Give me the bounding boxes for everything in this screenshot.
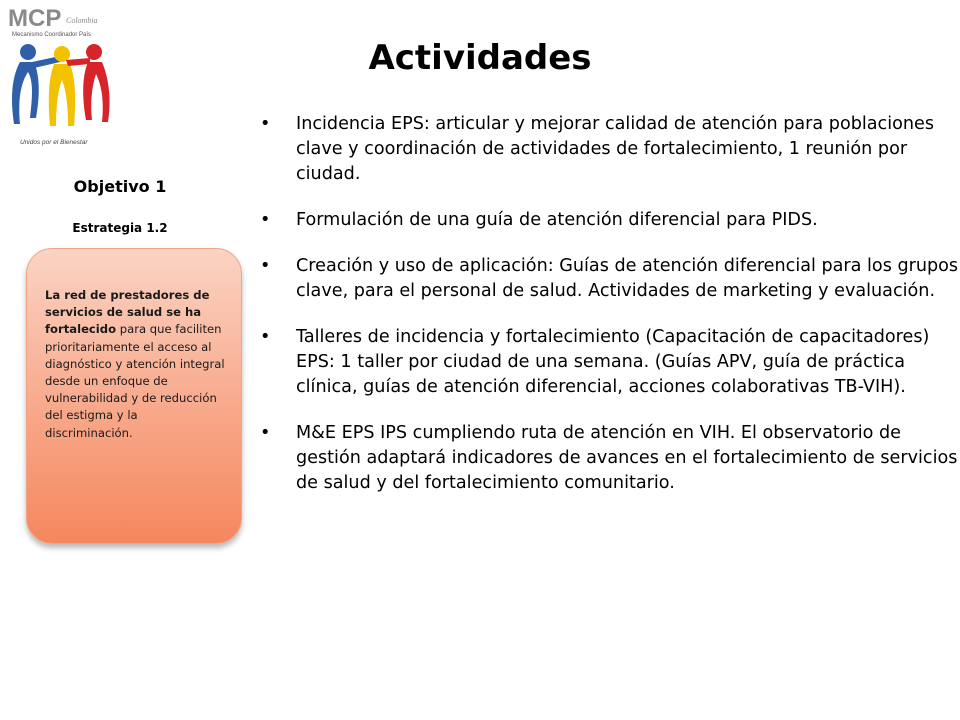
- page-title: Actividades: [368, 38, 592, 78]
- strategy-text-rest: para que faciliten prioritariamente el acceso al diagnóstico y atención integral desde un enfoque de vulnerabilidad y de reducción del estigma y la discriminación.: [45, 322, 225, 440]
- logo-tagline: Unidos por el Bienestar: [20, 139, 88, 146]
- bullet-icon: •: [260, 210, 271, 230]
- activity-text: Formulación de una guía de atención diferencial para PIDS.: [296, 210, 818, 230]
- strategy-label: Estrategia 1.2: [72, 221, 168, 235]
- people-figures-icon: [12, 44, 110, 126]
- logo-brand: MCP: [8, 5, 62, 32]
- activity-text: Incidencia EPS: articular y mejorar calidad de atención para poblaciones clave y coordinación de actividades de fortalecimiento, 1 reunión por ciudad.: [296, 114, 935, 184]
- mcp-logo: [6, 2, 118, 152]
- strategy-description-card: [26, 248, 242, 544]
- activity-item: [260, 112, 960, 187]
- activity-text: Creación y uso de aplicación: Guías de atención diferencial para los grupos clave, para el personal de salud. Actividades de marketing y evaluación.: [296, 256, 959, 301]
- bullet-icon: •: [260, 256, 271, 276]
- activity-text: Talleres de incidencia y fortalecimiento (Capacitación de capacitadores) EPS: 1 taller por ciudad de una semana. (Guías APV, guía de práctica clínica, guías de atención diferencial, acciones colaborativas TB-VIH).: [296, 327, 930, 397]
- activity-text: M&E EPS IPS cumpliendo ruta de atención en VIH. El observatorio de gestión adaptará indicadores de avances en el fortalecimiento de servicios de salud y del fortalecimiento comunitario.: [296, 423, 958, 493]
- activities-list: [260, 112, 960, 496]
- activity-item: [260, 421, 960, 496]
- strategy-text-bold: La red de prestadores de servicios de salud se ha fortalecido: [45, 288, 210, 337]
- objective-label: Objetivo 1: [73, 177, 167, 196]
- activity-item: [260, 254, 960, 304]
- logo-country: Colombia: [66, 16, 98, 25]
- bullet-icon: •: [260, 114, 271, 134]
- bullet-icon: •: [260, 327, 271, 347]
- logo-subtitle: Mecanismo Coordinador País: [12, 32, 92, 38]
- activity-item: [260, 208, 960, 233]
- activity-item: [260, 325, 960, 400]
- bullet-icon: •: [260, 423, 271, 443]
